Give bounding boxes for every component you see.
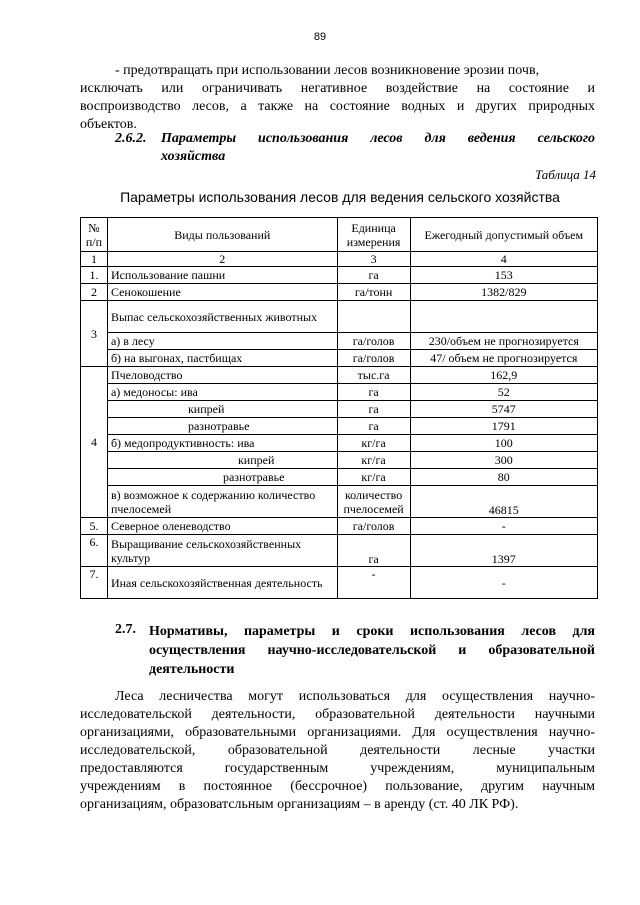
col-number: 1 <box>81 252 108 267</box>
row-unit: кг/га <box>337 452 410 469</box>
table-header-row <box>81 218 598 252</box>
row-num: 3 <box>81 301 108 367</box>
row-num: 1. <box>81 267 108 284</box>
row-name: разнотравье <box>107 418 337 435</box>
table-title: Параметры использования лесов для ведения сельского хозяйства <box>120 189 560 205</box>
row-value: 153 <box>410 267 597 284</box>
row-unit: га <box>337 401 410 418</box>
closing-line-7: организациям, образоватсльным организациям – в аренду (ст. 40 ЛК РФ). <box>80 797 519 812</box>
row-value: 46815 <box>410 486 597 518</box>
table-row <box>81 401 598 418</box>
row-name: а) в лесу <box>107 333 337 350</box>
row-unit: - <box>337 567 410 599</box>
closing-line-4: исследовательской, образовательной деятельности лесные участки <box>80 743 595 758</box>
header-types: Виды пользований <box>107 218 337 252</box>
table-row <box>81 518 598 535</box>
row-name: Выращивание сельскохозяйственных культур <box>107 535 337 567</box>
row-unit: га/голов <box>337 518 410 535</box>
row-name: б) на выгонах, пастбищах <box>107 350 337 367</box>
closing-line-5: предоставляются государственным учреждениям, муниципальным <box>80 761 595 776</box>
table-row <box>81 384 598 401</box>
row-num: 7. <box>81 567 108 599</box>
section-27-number: 2.7. <box>115 622 136 637</box>
parameters-table <box>80 217 598 599</box>
row-value: 47/ объем не прогнозируется <box>410 350 597 367</box>
row-name: разнотравье <box>107 469 337 486</box>
row-name: Использование пашни <box>107 267 337 284</box>
row-num: 6. <box>81 535 108 567</box>
row-name: кипрей <box>107 401 337 418</box>
table-row <box>81 567 598 599</box>
row-name: в) возможное к содержанию количество пчелосемей <box>107 486 337 518</box>
table-row <box>81 535 598 567</box>
row-value: - <box>410 567 597 599</box>
closing-line-2: исследовательской деятельности, образовательной деятельности научными <box>80 707 595 722</box>
row-unit: га <box>337 418 410 435</box>
section-262-number: 2.6.2. <box>115 131 147 146</box>
row-unit: га <box>337 535 410 567</box>
section-262-title-line1: Параметры использования лесов для ведения сельского <box>161 131 595 146</box>
row-unit: кг/га <box>337 435 410 452</box>
row-unit: тыс.га <box>337 367 410 384</box>
table-row <box>81 301 598 333</box>
row-name: Пчеловодство <box>107 367 337 384</box>
row-name: Иная сельскохозяйственная деятельность <box>107 567 337 599</box>
table-row <box>81 469 598 486</box>
table-row <box>81 350 598 367</box>
row-name: кипрей <box>107 452 337 469</box>
table-row <box>81 418 598 435</box>
section-262-title-line2: хозяйства <box>161 149 226 164</box>
header-unit: Единица измерения <box>337 218 410 252</box>
row-unit: га/голов <box>337 333 410 350</box>
row-name: Сенокошение <box>107 284 337 301</box>
row-num: 2 <box>81 284 108 301</box>
row-unit: га/тонн <box>337 284 410 301</box>
table-row <box>81 252 598 267</box>
table-row <box>81 486 598 518</box>
intro-line-4: объектов. <box>80 117 137 132</box>
table-label: Таблица 14 <box>534 167 596 182</box>
section-27-title-line2: осуществления научно-исследовательской и образовательной <box>149 643 595 658</box>
row-value: 52 <box>410 384 597 401</box>
row-name: Северное оленеводство <box>107 518 337 535</box>
col-number: 2 <box>107 252 337 267</box>
table-row <box>81 284 598 301</box>
row-value: 80 <box>410 469 597 486</box>
table-row <box>81 452 598 469</box>
row-unit: га <box>337 384 410 401</box>
row-value: 1382/829 <box>410 284 597 301</box>
row-value: 300 <box>410 452 597 469</box>
row-name: а) медоносы: ива <box>107 384 337 401</box>
row-value: 1397 <box>410 535 597 567</box>
table-row <box>81 333 598 350</box>
page-number: 89 <box>313 31 327 43</box>
row-unit: га/голов <box>337 350 410 367</box>
row-num: 4 <box>81 367 108 518</box>
row-unit: количество пчелосемей <box>337 486 410 518</box>
section-27-title-line1: Нормативы, параметры и сроки использования лесов для <box>149 624 595 639</box>
row-value: 100 <box>410 435 597 452</box>
row-value: 5747 <box>410 401 597 418</box>
intro-line-1: - предотвращать при использовании лесов возникновение эрозии почв, <box>115 63 540 78</box>
row-value: 1791 <box>410 418 597 435</box>
row-name: б) медопродуктивность: ива <box>107 435 337 452</box>
intro-line-2: исключать или ограничивать негативное воздействие на состояние и <box>80 81 595 96</box>
table-row <box>81 367 598 384</box>
col-number: 3 <box>337 252 410 267</box>
table-row <box>81 435 598 452</box>
row-num: 5. <box>81 518 108 535</box>
table-row <box>81 267 598 284</box>
intro-line-3: воспроизводство лесов, а также на состояние водных и других природных <box>80 99 595 114</box>
row-value: 162,9 <box>410 367 597 384</box>
row-name: Выпас сельскохозяйственных животных <box>107 301 337 333</box>
closing-line-6: учреждениям в постоянное (бессрочное) пользование, другим научным <box>80 779 595 794</box>
row-unit: га <box>337 267 410 284</box>
section-27-title-line3: деятельности <box>149 662 235 677</box>
closing-line-3: организациями, образовательными организациями. Для осуществления научно- <box>80 725 595 740</box>
header-num: № п/п <box>81 218 108 252</box>
closing-line-1: Леса лесничества могут использоваться для осуществления научно- <box>115 689 595 704</box>
row-value: 230/объем не прогнозируется <box>410 333 597 350</box>
header-volume: Ежегодный допустимый объем <box>410 218 597 252</box>
row-value: - <box>410 518 597 535</box>
col-number: 4 <box>410 252 597 267</box>
row-unit: кг/га <box>337 469 410 486</box>
